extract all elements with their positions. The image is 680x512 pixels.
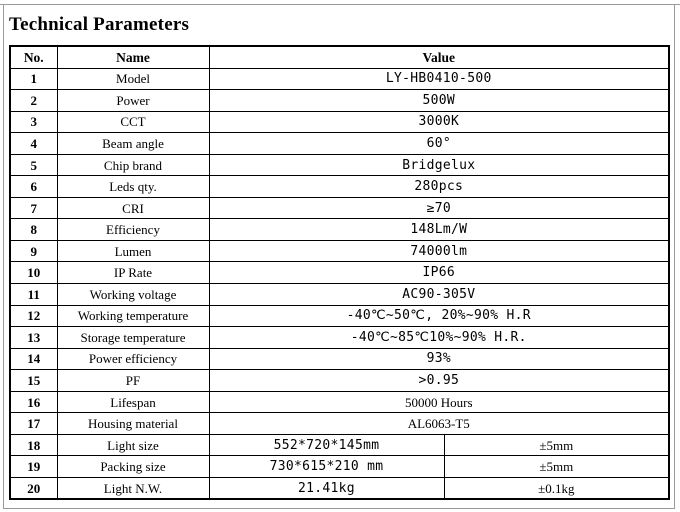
parameter-value: 280pcs <box>209 176 669 198</box>
table-row <box>10 262 669 284</box>
parameter-name: Leds qty. <box>57 176 209 198</box>
parameter-name: Model <box>57 68 209 90</box>
row-number: 6 <box>10 176 57 198</box>
row-number: 11 <box>10 284 57 306</box>
parameter-name: Lifespan <box>57 391 209 413</box>
row-number: 18 <box>10 434 57 456</box>
parameter-value: 730*615*210 mm <box>209 456 444 478</box>
parameter-name: CRI <box>57 197 209 219</box>
parameter-tolerance: ±5mm <box>444 456 669 478</box>
parameter-tolerance: ±5mm <box>444 434 669 456</box>
parameter-name: Chip brand <box>57 154 209 176</box>
row-number: 13 <box>10 327 57 349</box>
parameter-name: Working temperature <box>57 305 209 327</box>
parameter-name: IP Rate <box>57 262 209 284</box>
row-number: 14 <box>10 348 57 370</box>
column-header-no: No. <box>10 46 57 68</box>
parameter-name: Packing size <box>57 456 209 478</box>
table-row <box>10 68 669 90</box>
row-number: 9 <box>10 240 57 262</box>
parameter-name: Power <box>57 90 209 112</box>
row-number: 17 <box>10 413 57 435</box>
row-number: 1 <box>10 68 57 90</box>
parameter-value: 74000lm <box>209 240 669 262</box>
table-row <box>10 284 669 306</box>
table-row <box>10 348 669 370</box>
row-number: 20 <box>10 477 57 499</box>
table-row <box>10 456 669 478</box>
row-number: 10 <box>10 262 57 284</box>
table-row <box>10 434 669 456</box>
parameter-value: 50000 Hours <box>209 391 669 413</box>
parameter-name: Housing material <box>57 413 209 435</box>
parameter-value: Bridgelux <box>209 154 669 176</box>
parameter-value: 148Lm/W <box>209 219 669 241</box>
table-row <box>10 327 669 349</box>
table-row <box>10 197 669 219</box>
parameter-value: -40℃~50℃, 20%~90% H.R <box>209 305 669 327</box>
parameter-name: Working voltage <box>57 284 209 306</box>
parameter-value: 552*720*145mm <box>209 434 444 456</box>
parameter-tolerance: ±0.1kg <box>444 477 669 499</box>
parameter-value: 60° <box>209 133 669 155</box>
table-row <box>10 413 669 435</box>
row-number: 2 <box>10 90 57 112</box>
parameter-name: PF <box>57 370 209 392</box>
section-title: Technical Parameters <box>9 14 190 35</box>
row-number: 12 <box>10 305 57 327</box>
table-row <box>10 90 669 112</box>
table-row <box>10 219 669 241</box>
table-row <box>10 133 669 155</box>
parameter-name: Power efficiency <box>57 348 209 370</box>
technical-parameters-table <box>9 45 670 500</box>
parameter-value: 500W <box>209 90 669 112</box>
parameter-name: Storage temperature <box>57 327 209 349</box>
table-row <box>10 391 669 413</box>
parameter-value: AC90-305V <box>209 284 669 306</box>
table-row <box>10 370 669 392</box>
parameter-value: 3000K <box>209 111 669 133</box>
parameter-value: IP66 <box>209 262 669 284</box>
row-number: 4 <box>10 133 57 155</box>
parameter-value: LY-HB0410-500 <box>209 68 669 90</box>
row-number: 8 <box>10 219 57 241</box>
column-header-name: Name <box>57 46 209 68</box>
column-header-value: Value <box>209 46 669 68</box>
parameter-value: 21.41kg <box>209 477 444 499</box>
row-number: 19 <box>10 456 57 478</box>
row-number: 7 <box>10 197 57 219</box>
parameter-name: Beam angle <box>57 133 209 155</box>
parameter-value: ≥70 <box>209 197 669 219</box>
parameter-name: Light size <box>57 434 209 456</box>
table-row <box>10 477 669 499</box>
parameter-name: Lumen <box>57 240 209 262</box>
table-row <box>10 111 669 133</box>
row-number: 16 <box>10 391 57 413</box>
parameter-value: 93% <box>209 348 669 370</box>
parameter-value: AL6063-T5 <box>209 413 669 435</box>
table-row <box>10 305 669 327</box>
parameter-name: Efficiency <box>57 219 209 241</box>
table-row <box>10 154 669 176</box>
parameter-value: >0.95 <box>209 370 669 392</box>
table-row <box>10 240 669 262</box>
row-number: 5 <box>10 154 57 176</box>
row-number: 3 <box>10 111 57 133</box>
row-number: 15 <box>10 370 57 392</box>
parameter-name: CCT <box>57 111 209 133</box>
parameter-name: Light N.W. <box>57 477 209 499</box>
table-header-row <box>10 46 669 68</box>
table-row <box>10 176 669 198</box>
parameter-value: -40℃~85℃10%~90% H.R. <box>209 327 669 349</box>
